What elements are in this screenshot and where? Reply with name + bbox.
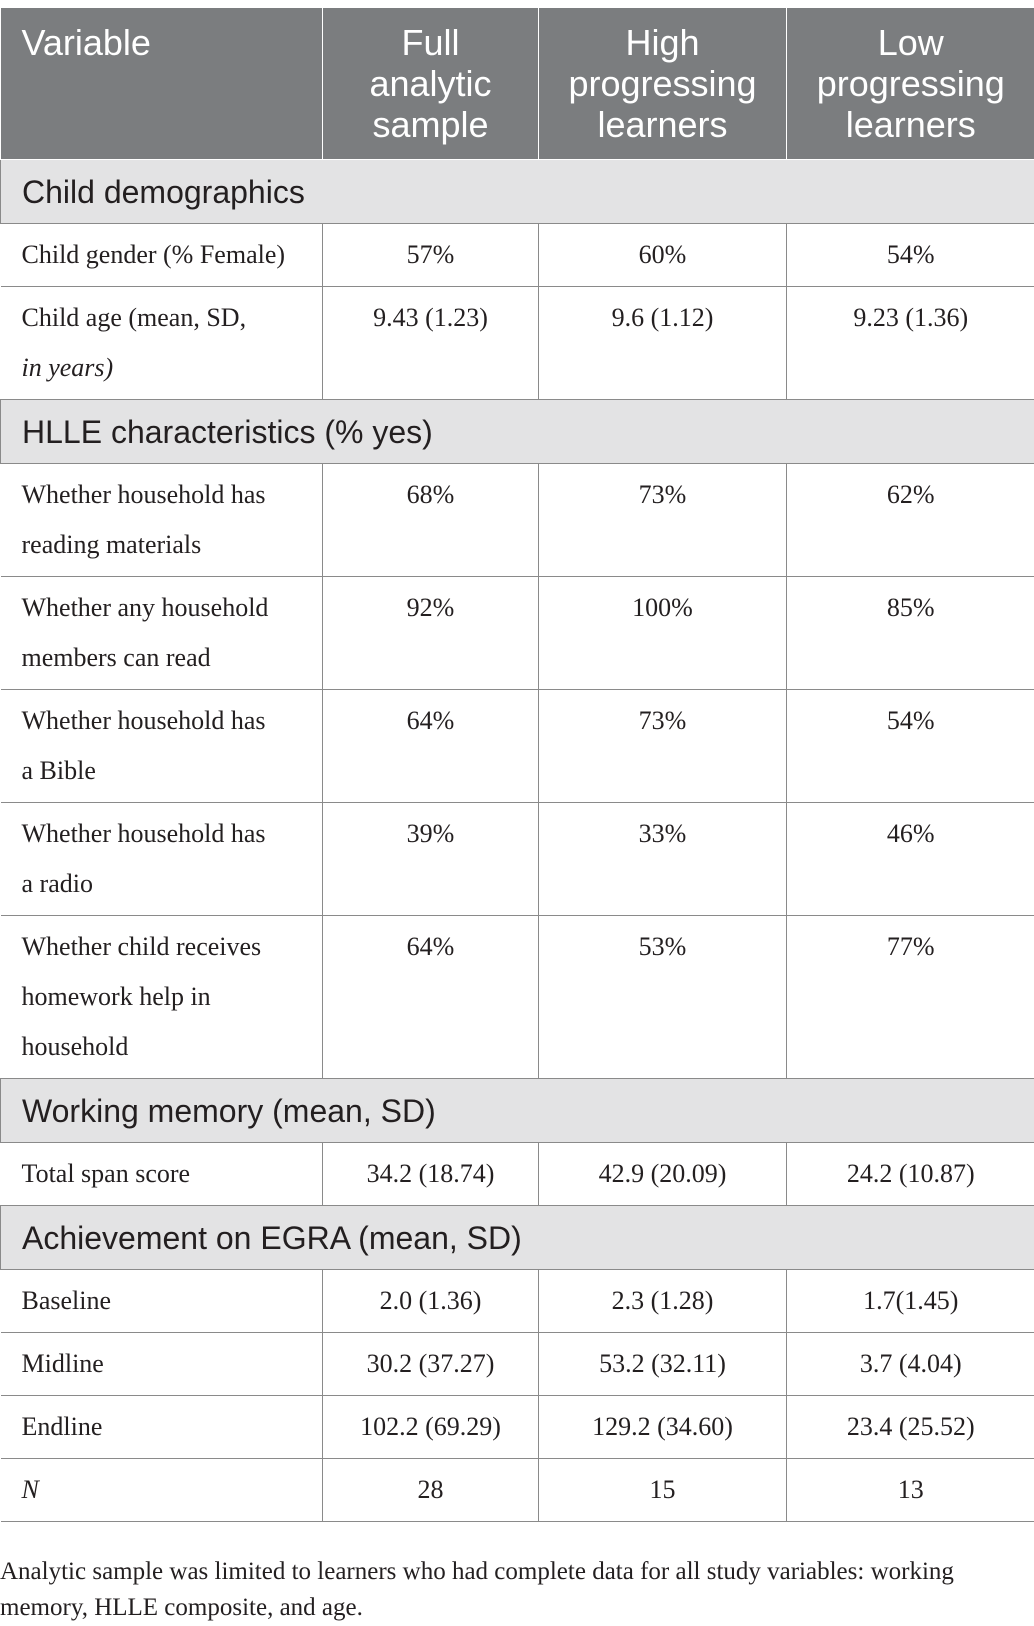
row-label-line: Whether any household [21, 593, 269, 622]
row-label-line: Baseline [21, 1286, 112, 1315]
table-row [1, 690, 1034, 803]
table-row [1, 577, 1034, 690]
row-label [1, 577, 323, 690]
summary-statistics-table [0, 8, 1034, 1522]
cell-high-progressing: 53.2 (32.11) [539, 1333, 787, 1396]
table-row [1, 1396, 1034, 1459]
row-label [1, 1459, 323, 1522]
header-line: learners [845, 104, 976, 145]
cell-high-progressing: 2.3 (1.28) [539, 1270, 787, 1333]
cell-full-sample: 64% [323, 916, 539, 1079]
cell-low-progressing: 9.23 (1.36) [787, 287, 1034, 400]
cell-high-progressing: 60% [539, 224, 787, 287]
table-row [1, 1270, 1034, 1333]
table-row [1, 287, 1034, 400]
table-row [1, 1459, 1034, 1522]
row-label-line: Whether child receives [21, 932, 262, 961]
row-label-line: household [21, 1032, 129, 1061]
row-label [1, 803, 323, 916]
cell-high-progressing: 42.9 (20.09) [539, 1143, 787, 1206]
header-line: sample [372, 104, 489, 145]
cell-full-sample: 57% [323, 224, 539, 287]
cell-full-sample: 92% [323, 577, 539, 690]
cell-full-sample: 39% [323, 803, 539, 916]
header-variable [1, 8, 323, 160]
row-label [1, 916, 323, 1079]
row-label-line: Endline [21, 1412, 103, 1441]
section-title: Child demographics [1, 160, 1034, 224]
cell-low-progressing: 54% [787, 690, 1034, 803]
cell-full-sample: 28 [323, 1459, 539, 1522]
section-row [1, 400, 1034, 464]
header-line: analytic [369, 63, 492, 104]
header-line: Full [401, 22, 460, 63]
section-title: Working memory (mean, SD) [1, 1079, 1034, 1143]
cell-low-progressing: 46% [787, 803, 1034, 916]
cell-low-progressing: 23.4 (25.52) [787, 1396, 1034, 1459]
cell-full-sample: 64% [323, 690, 539, 803]
cell-low-progressing: 24.2 (10.87) [787, 1143, 1034, 1206]
row-label-line: N [21, 1475, 39, 1504]
cell-high-progressing: 9.6 (1.12) [539, 287, 787, 400]
header-line: Variable [21, 22, 151, 63]
header-line: Low [877, 22, 944, 63]
row-label-line: Whether household has [21, 480, 266, 509]
header-full-sample [323, 8, 539, 160]
row-label-line: Child age (mean, SD, [21, 303, 247, 332]
row-label-line: reading materials [21, 530, 202, 559]
table-row [1, 803, 1034, 916]
row-label-line: in years) [21, 353, 114, 382]
table-footnote: Analytic sample was limited to learners who had complete data for all study variables: working memory, HLLE composite, and age. [0, 1558, 954, 1621]
row-label [1, 287, 323, 400]
section-title: Achievement on EGRA (mean, SD) [1, 1206, 1034, 1270]
row-label-line: Whether household has [21, 706, 266, 735]
cell-low-progressing: 54% [787, 224, 1034, 287]
table-row [1, 916, 1034, 1079]
row-label-line: Child gender (% Female) [21, 240, 286, 269]
row-label-line: Total span score [21, 1159, 191, 1188]
section-row [1, 1079, 1034, 1143]
cell-high-progressing: 73% [539, 690, 787, 803]
row-label [1, 224, 323, 287]
header-line: learners [597, 104, 728, 145]
header-row [1, 8, 1034, 160]
row-label [1, 1270, 323, 1333]
row-label [1, 1143, 323, 1206]
cell-low-progressing: 3.7 (4.04) [787, 1333, 1034, 1396]
row-label-line: a radio [21, 869, 93, 898]
header-low-progressing [787, 8, 1034, 160]
header-line: High [625, 22, 700, 63]
row-label [1, 464, 323, 577]
cell-high-progressing: 15 [539, 1459, 787, 1522]
cell-high-progressing: 73% [539, 464, 787, 577]
cell-low-progressing: 77% [787, 916, 1034, 1079]
cell-high-progressing: 100% [539, 577, 787, 690]
section-row [1, 160, 1034, 224]
row-label-line: homework help in [21, 982, 211, 1011]
cell-full-sample: 102.2 (69.29) [323, 1396, 539, 1459]
row-label [1, 1333, 323, 1396]
table-row [1, 224, 1034, 287]
cell-full-sample: 30.2 (37.27) [323, 1333, 539, 1396]
header-line: progressing [568, 63, 757, 104]
cell-low-progressing: 85% [787, 577, 1034, 690]
row-label-line: Midline [21, 1349, 104, 1378]
cell-low-progressing: 13 [787, 1459, 1034, 1522]
row-label-line: a Bible [21, 756, 96, 785]
header-high-progressing [539, 8, 787, 160]
cell-high-progressing: 53% [539, 916, 787, 1079]
row-label-line: Whether household has [21, 819, 266, 848]
row-label [1, 690, 323, 803]
cell-low-progressing: 62% [787, 464, 1034, 577]
section-title: HLLE characteristics (% yes) [1, 400, 1034, 464]
table-row [1, 464, 1034, 577]
cell-full-sample: 9.43 (1.23) [323, 287, 539, 400]
cell-full-sample: 34.2 (18.74) [323, 1143, 539, 1206]
row-label [1, 1396, 323, 1459]
section-row [1, 1206, 1034, 1270]
cell-high-progressing: 129.2 (34.60) [539, 1396, 787, 1459]
table-row [1, 1143, 1034, 1206]
cell-low-progressing: 1.7(1.45) [787, 1270, 1034, 1333]
header-line: progressing [816, 63, 1005, 104]
cell-full-sample: 68% [323, 464, 539, 577]
cell-high-progressing: 33% [539, 803, 787, 916]
table-row [1, 1333, 1034, 1396]
row-label-line: members can read [21, 643, 211, 672]
cell-full-sample: 2.0 (1.36) [323, 1270, 539, 1333]
